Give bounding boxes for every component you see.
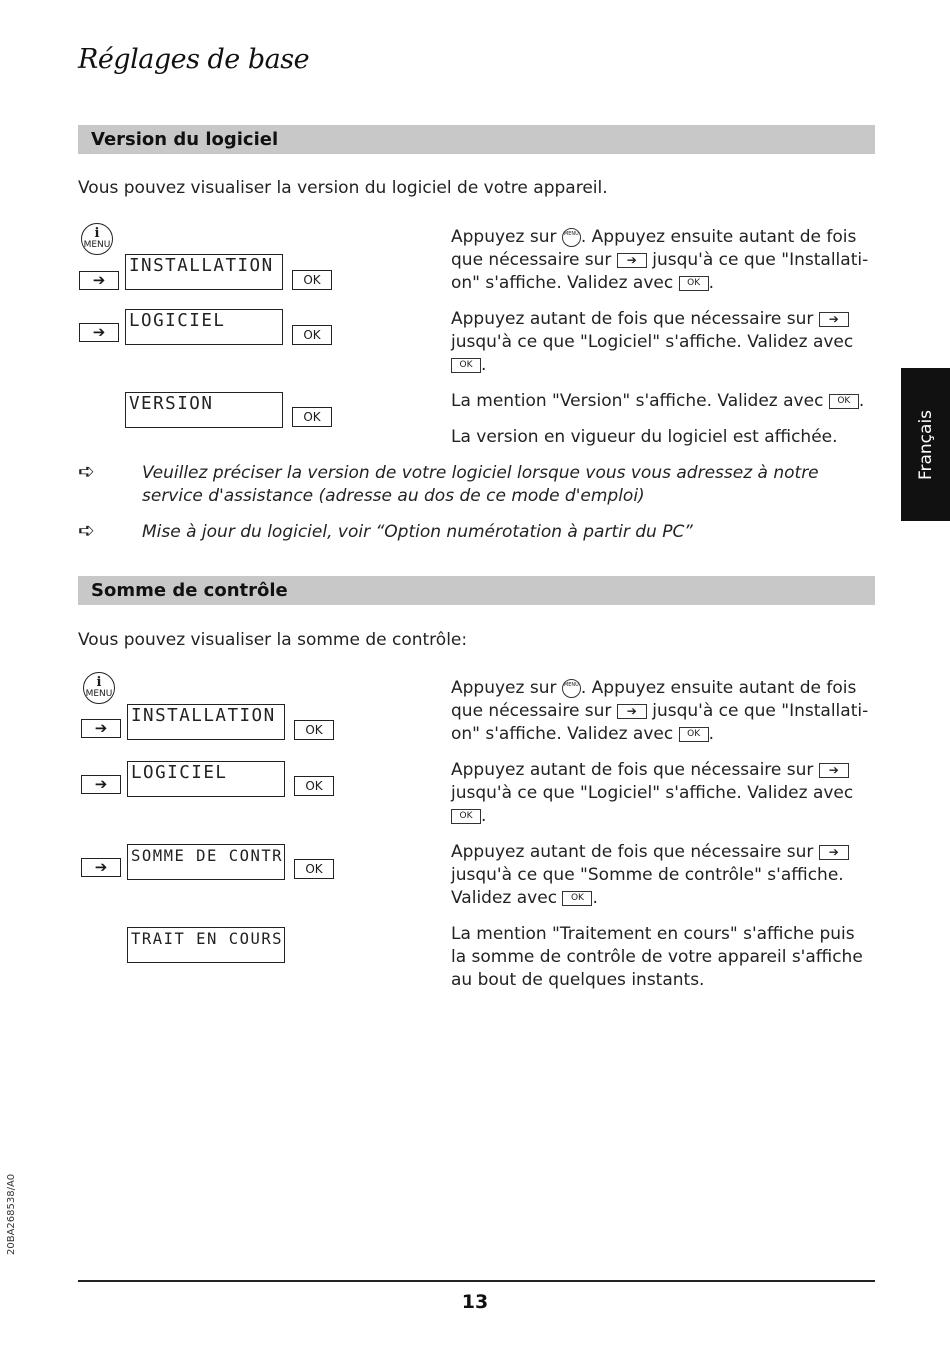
footer-divider [78, 1280, 875, 1282]
menu-key-label: MENU [83, 240, 111, 250]
section-heading-label: Version du logiciel [91, 129, 279, 150]
arrow-right-icon: ➔ [81, 775, 121, 794]
menu-key-label: MENU [85, 689, 113, 699]
page-number: 13 [461, 1291, 489, 1313]
section-heading-label: Somme de contrôle [91, 580, 288, 601]
ok-key: OK [292, 407, 332, 427]
ok-key: OK [292, 325, 332, 345]
document-code: 20BA268538/A0 [6, 1173, 17, 1255]
arrow-right-icon: ➔ [819, 763, 849, 778]
lcd-display: TRAIT EN COURS [127, 927, 285, 963]
arrow-right-icon: ➔ [617, 253, 647, 268]
menu-icon [81, 223, 113, 255]
menu-icon: MENU [562, 228, 581, 247]
lcd-display: INSTALLATION [125, 254, 283, 290]
page-title: Réglages de base [78, 44, 310, 75]
menu-icon [83, 672, 115, 704]
lcd-display: LOGICIEL [125, 309, 283, 345]
ok-key: OK [451, 809, 481, 824]
step-text: La version en vigueur du logiciel est affichée. [451, 427, 838, 447]
lcd-display: INSTALLATION [127, 704, 285, 740]
hand-pointer-icon: ➪ [78, 518, 95, 542]
arrow-right-icon: ➔ [81, 719, 121, 738]
lcd-display: VERSION [125, 392, 283, 428]
info-glyph: i [96, 675, 102, 690]
arrow-right-icon: ➔ [819, 312, 849, 327]
menu-icon: MENU [562, 679, 581, 698]
section-heading-version [78, 125, 875, 154]
step-text: Appuyez autant de fois que nécessaire sur ➔ jusqu'à ce que "Logiciel" s'affiche. Validez avec OK . [451, 760, 854, 826]
ok-key: OK [294, 720, 334, 740]
arrow-right-icon: ➔ [81, 858, 121, 877]
ok-key: OK [292, 270, 332, 290]
step-text: Appuyez autant de fois que nécessaire sur ➔ jusqu'à ce que "Somme de contrôle" s'affiche. Validez avec OK . [451, 841, 871, 910]
section-intro: Vous pouvez visualiser la somme de contrôle: [78, 630, 468, 650]
note-text: Veuillez préciser la version de votre logiciel lorsque vous vous adressez à notre service d'assistance (adresse au dos de ce mode d'emploi) [142, 463, 819, 506]
lcd-display: SOMME DE CONTR [127, 844, 285, 880]
step-text: Appuyez sur MENU . Appuyez ensuite autant de fois que nécessaire sur ➔ jusqu'à ce que "Installati-on" s'affiche. Validez avec OK . [451, 678, 869, 744]
ok-key: OK [294, 776, 334, 796]
arrow-right-icon: ➔ [79, 323, 119, 342]
ok-key: OK [294, 859, 334, 879]
language-tab-label: Français [915, 409, 936, 480]
ok-key: OK [679, 276, 709, 291]
step-text: La mention "Version" s'affiche. Validez avec OK . [451, 391, 865, 411]
step-text: La mention "Traitement en cours" s'affiche puis la somme de contrôle de votre appareil s'affiche au bout de quelques instants. [451, 924, 863, 990]
arrow-right-icon: ➔ [79, 271, 119, 290]
info-glyph: i [94, 226, 100, 241]
ok-key: OK [562, 891, 592, 906]
section-intro: Vous pouvez visualiser la version du logiciel de votre appareil. [78, 178, 608, 198]
arrow-right-icon: ➔ [819, 845, 849, 860]
hand-pointer-icon: ➪ [78, 459, 95, 483]
ok-key: OK [679, 727, 709, 742]
note-text: Mise à jour du logiciel, voir “Option numérotation à partir du PC” [142, 522, 693, 542]
arrow-right-icon: ➔ [617, 704, 647, 719]
step-text: Appuyez autant de fois que nécessaire sur ➔ jusqu'à ce que "Logiciel" s'affiche. Validez avec OK . [451, 309, 854, 375]
lcd-display: LOGICIEL [127, 761, 285, 797]
ok-key: OK [829, 394, 859, 409]
ok-key: OK [451, 358, 481, 373]
step-text: Appuyez sur MENU . Appuyez ensuite autant de fois que nécessaire sur ➔ jusqu'à ce que "Installati-on" s'affiche. Validez avec OK . [451, 227, 869, 293]
language-tab [901, 368, 950, 521]
section-heading-checksum [78, 576, 875, 605]
